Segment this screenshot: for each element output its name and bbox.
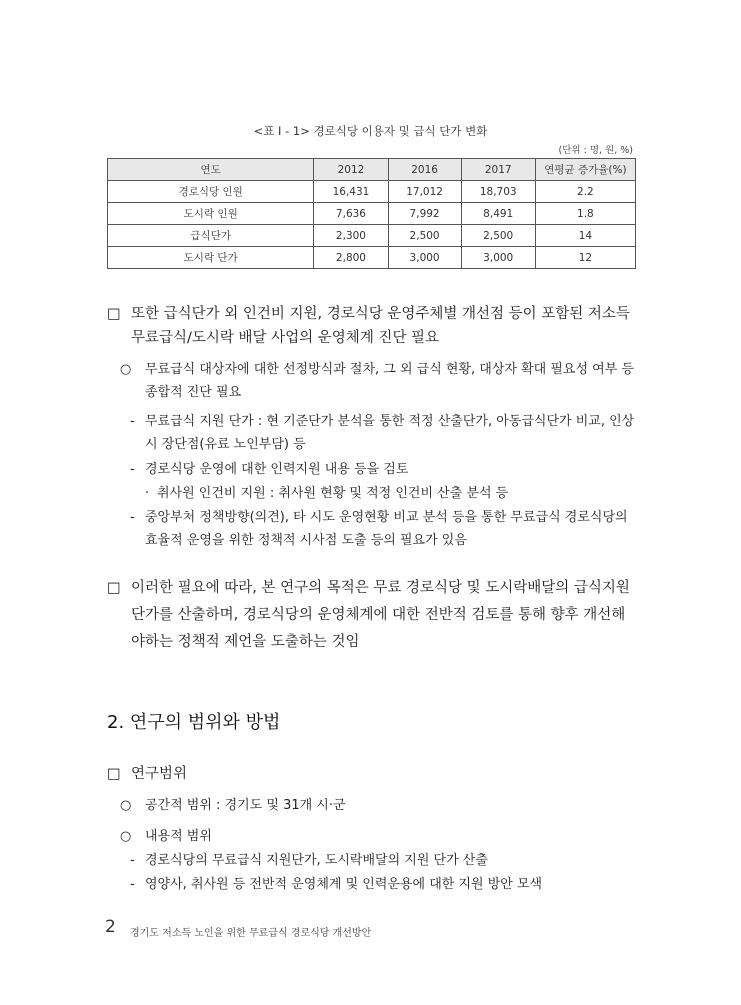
- row-label: 급식단가: [108, 225, 314, 247]
- cell-value: 3,000: [461, 247, 535, 269]
- square-bullet-icon: □: [107, 580, 121, 596]
- dash-item-policy-direction: [130, 506, 636, 552]
- cell-value: 16,431: [314, 181, 388, 203]
- circle-bullet-icon: ○: [120, 362, 132, 377]
- row-label: 도시락 단가: [108, 247, 314, 269]
- paragraph-text: 또한 급식단가 외 인건비 지원, 경로식당 운영주체별 개선점 등이 포함된 저소득 무료급식/도시락 배달 사업의 운영체계 진단 필요: [131, 306, 630, 346]
- dash-item-text: 영양사, 취사원 등 전반적 운영체계 및 인력운용에 대한 지원 방안 모색: [145, 877, 543, 892]
- paragraph-analysis-need: [107, 302, 637, 350]
- circle-item-text: 무료급식 대상자에 대한 선정방식과 절차, 그 외 급식 현황, 대상자 확대 필요성 여부 등 종합적 진단 필요: [145, 362, 634, 400]
- header-2012: 2012: [314, 159, 388, 181]
- cell-value: 7,636: [314, 203, 388, 225]
- dash-bullet-icon: -: [130, 414, 135, 429]
- dash-item-text: 경로식당 운영에 대한 인력지원 내용 등을 검토: [145, 462, 409, 477]
- table-row: [108, 225, 636, 247]
- circle-item-spatial-range: [120, 794, 636, 817]
- dash-bullet-icon: -: [130, 510, 135, 525]
- header-year: 연도: [108, 159, 314, 181]
- cell-value: 1.8: [535, 203, 635, 225]
- dash-bullet-icon: -: [130, 462, 135, 477]
- dash-item-text: 무료급식 지원 단가 : 현 기준단가 분석을 통한 적정 산출단가, 아동급식단가 비교, 인상 시 장단점(유료 노인부담) 등: [145, 414, 635, 452]
- table-row: [108, 181, 636, 203]
- dash-item-unit-price: [130, 410, 636, 456]
- cell-value: 7,992: [388, 203, 461, 225]
- table-header-row: [108, 159, 636, 181]
- dot-bullet-icon: ·: [145, 486, 150, 501]
- paragraph-text: 연구범위: [131, 766, 188, 782]
- research-range-title: [107, 762, 637, 786]
- row-label: 도시락 인원: [108, 203, 314, 225]
- cell-value: 18,703: [461, 181, 535, 203]
- circle-item-selection: [120, 358, 636, 404]
- header-2016: 2016: [388, 159, 461, 181]
- paragraph-text: 이러한 필요에 따라, 본 연구의 목적은 무료 경로식당 및 도시락배달의 급식지원 단가를 산출하며, 경로식당의 운영체계에 대한 전반적 검토를 통해 향후 개선해야하는 정책적 제언을 도출하는 것임: [131, 580, 630, 650]
- cell-value: 2,500: [388, 225, 461, 247]
- cell-value: 2,300: [314, 225, 388, 247]
- square-bullet-icon: □: [107, 766, 121, 782]
- table-row: [108, 247, 636, 269]
- dash-item-text: 중앙부처 정책방향(의견), 타 시도 운영현황 비교 분석 등을 통한 무료급식 경로식당의 효율적 운영을 위한 정책적 시사점 도출 등의 필요가 있음: [145, 510, 628, 548]
- lunch-price-table: [107, 158, 636, 269]
- dash-bullet-icon: -: [130, 877, 135, 892]
- circle-item-text: 공간적 범위 : 경기도 및 31개 시·군: [145, 798, 346, 813]
- circle-bullet-icon: ○: [120, 798, 132, 813]
- page-number: 2: [105, 917, 116, 937]
- cell-value: 2,800: [314, 247, 388, 269]
- dash-bullet-icon: -: [130, 853, 135, 868]
- row-label: 경로식당 인원: [108, 181, 314, 203]
- cell-value: 14: [535, 225, 635, 247]
- header-2017: 2017: [461, 159, 535, 181]
- dash-item-unit-cost: [130, 849, 636, 872]
- cell-value: 2.2: [535, 181, 635, 203]
- header-growth-rate: 연평균 증가율(%): [535, 159, 635, 181]
- cell-value: 2,500: [461, 225, 535, 247]
- running-footer-title: 경기도 저소득 노인을 위한 무료급식 경로식당 개선방안: [130, 928, 372, 939]
- table-unit-note: (단위 : 명, 원, %): [558, 145, 633, 156]
- cell-value: 8,491: [461, 203, 535, 225]
- dot-item-cook-wage: [145, 482, 636, 505]
- circle-item-text: 내용적 범위: [145, 829, 212, 844]
- section-heading: 2. 연구의 범위와 방법: [107, 712, 281, 733]
- dash-item-text: 경로식당의 무료급식 지원단가, 도시락배달의 지원 단가 산출: [145, 853, 488, 868]
- circle-item-content-range: [120, 825, 636, 848]
- cell-value: 17,012: [388, 181, 461, 203]
- table-caption: <표 Ⅰ - 1> 경로식당 이용자 및 급식 단가 변화: [253, 124, 488, 138]
- dot-item-text: 취사원 인건비 지원 : 취사원 현황 및 적정 인건비 산출 분석 등: [157, 486, 509, 501]
- cell-value: 12: [535, 247, 635, 269]
- table-row: [108, 203, 636, 225]
- paragraph-research-purpose: [107, 575, 637, 656]
- dash-item-staff-plan: [130, 873, 636, 896]
- circle-bullet-icon: ○: [120, 829, 132, 844]
- cell-value: 3,000: [388, 247, 461, 269]
- dash-item-staff-support: [130, 458, 636, 481]
- square-bullet-icon: □: [107, 306, 121, 322]
